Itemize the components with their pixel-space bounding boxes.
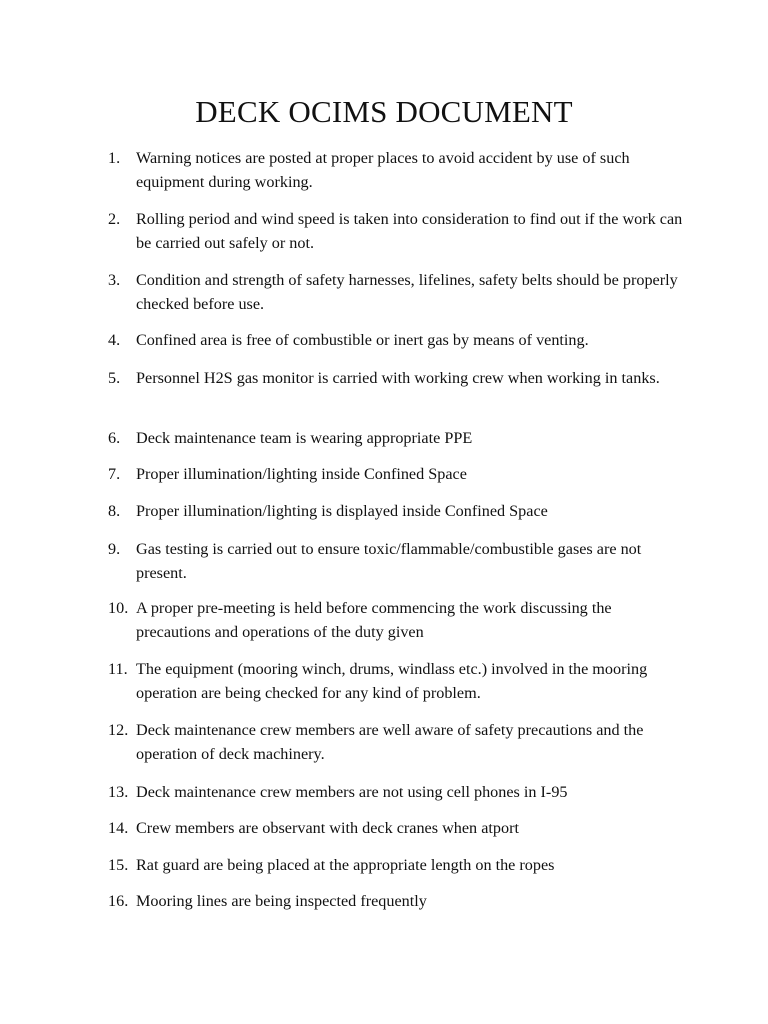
item-text: Gas testing is carried out to ensure toxic/flammable/combustible gases are not present. [136,540,642,582]
item-text: The equipment (mooring winch, drums, windlass etc.) involved in the mooring operation are being checked for any kind of problem. [136,660,648,702]
list-item [108,366,688,390]
item-text: Mooring lines are being inspected frequently [136,892,427,910]
item-text: Deck maintenance crew members are not using cell phones in I-95 [136,783,568,801]
item-number: 3. [108,271,121,289]
list-item [108,207,688,255]
item-text: A proper pre-meeting is held before commencing the work discussing the precautions and operations of the duty given [136,599,612,641]
list-item [108,462,688,486]
item-text: Deck maintenance team is wearing appropriate PPE [136,429,473,447]
list-item [108,780,688,804]
list-item [108,146,688,194]
item-text: Crew members are observant with deck cranes when atport [136,819,519,837]
list-item [108,853,688,877]
item-number: 16. [108,892,129,910]
list-item [108,596,688,644]
item-number: 13. [108,783,129,801]
item-text: Proper illumination/lighting inside Confined Space [136,465,467,483]
item-text: Deck maintenance crew members are well aware of safety precautions and the operation of deck machinery. [136,721,644,763]
item-text: Proper illumination/lighting is displayed inside Confined Space [136,502,548,520]
item-number: 12. [108,721,129,739]
item-text: Personnel H2S gas monitor is carried with working crew when working in tanks. [136,369,660,387]
item-number: 9. [108,540,121,558]
item-text: Confined area is free of combustible or inert gas by means of venting. [136,331,589,349]
item-number: 15. [108,856,129,874]
item-number: 7. [108,465,121,483]
item-text: Rat guard are being placed at the appropriate length on the ropes [136,856,555,874]
item-number: 14. [108,819,129,837]
item-number: 10. [108,599,129,617]
item-number: 4. [108,331,121,349]
item-number: 5. [108,369,121,387]
item-number: 2. [108,210,121,228]
list-item [108,426,688,450]
list-item [108,268,688,316]
list-item [108,816,688,840]
document-title: DECK OCIMS DOCUMENT [195,94,573,129]
item-text: Warning notices are posted at proper places to avoid accident by use of such equipment during working. [136,149,630,191]
list-item [108,499,688,523]
list-item [108,718,688,766]
item-number: 1. [108,149,121,167]
item-text: Condition and strength of safety harnesses, lifelines, safety belts should be properly checked before use. [136,271,678,313]
item-number: 11. [108,660,128,678]
item-number: 8. [108,502,121,520]
list-item [108,328,688,352]
list-item [108,657,688,705]
list-item [108,537,688,585]
item-number: 6. [108,429,121,447]
item-text: Rolling period and wind speed is taken into consideration to find out if the work can be carried out safely or not. [136,210,683,252]
list-item [108,889,688,913]
